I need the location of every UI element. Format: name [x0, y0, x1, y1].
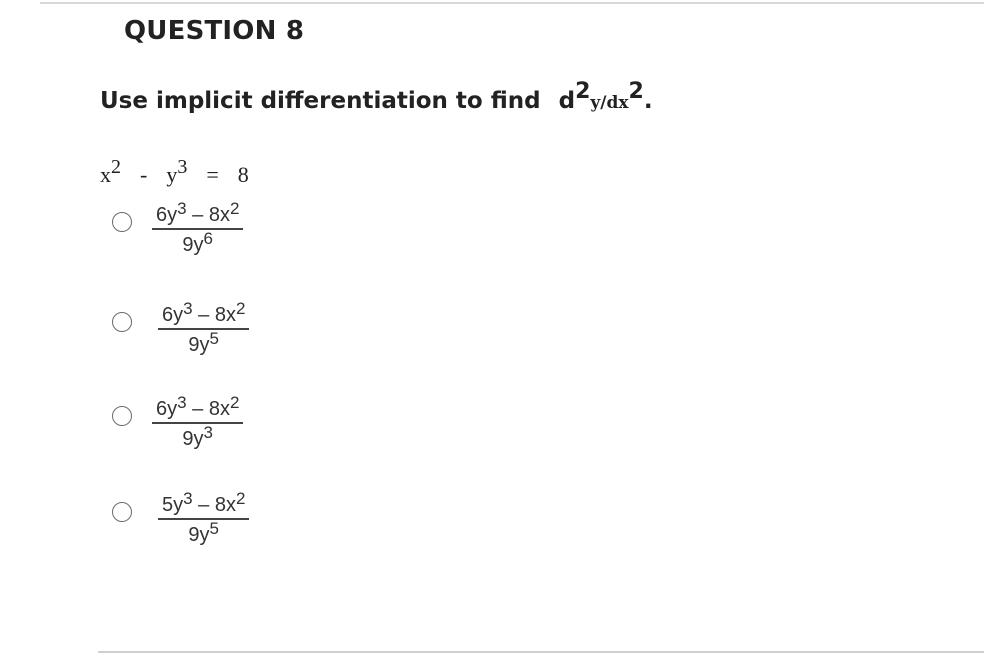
- eq-rhs: 8: [237, 162, 249, 187]
- question-prompt: [100, 79, 653, 114]
- bottom-divider: [98, 651, 984, 653]
- numerator-exponent-b: 2: [235, 299, 246, 318]
- denominator-term: 9y: [188, 524, 210, 546]
- numerator: [158, 489, 249, 520]
- derivative-d: d: [558, 88, 576, 114]
- denominator-exponent: 6: [203, 229, 213, 248]
- numerator-term-a: 6y: [162, 304, 184, 326]
- numerator-exponent-b: 2: [229, 393, 240, 412]
- derivative-period: .: [643, 88, 653, 114]
- numerator-exponent-b: 2: [229, 199, 240, 218]
- eq-y-exponent: 3: [177, 156, 188, 178]
- eq-equals: =: [206, 162, 219, 187]
- derivative-notation: [558, 79, 653, 114]
- numerator: [152, 393, 243, 424]
- fraction-option-4: [158, 489, 249, 547]
- fraction-option-3: [152, 393, 243, 451]
- eq-minus: -: [140, 162, 148, 187]
- numerator-term-a: 6y: [156, 204, 178, 226]
- numerator-term-a: 5y: [162, 494, 184, 516]
- prompt-text: Use implicit differentiation to find: [100, 88, 541, 114]
- denominator-term: 9y: [188, 334, 210, 356]
- numerator-exponent-a: 3: [177, 199, 187, 218]
- numerator-exponent-b: 2: [235, 489, 246, 508]
- radio-button-option-2[interactable]: [112, 312, 132, 332]
- numerator-exponent-a: 3: [177, 393, 187, 412]
- numerator-exponent-a: 3: [183, 299, 193, 318]
- fraction-option-1: [152, 199, 243, 257]
- denominator: [152, 424, 243, 451]
- radio-button-option-4[interactable]: [112, 502, 132, 522]
- denominator: [158, 330, 249, 357]
- derivative-ydx: y/dx: [590, 93, 629, 113]
- eq-x: x: [100, 162, 111, 187]
- denominator-exponent: 5: [209, 329, 219, 348]
- numerator-exponent-a: 3: [183, 489, 193, 508]
- derivative-order-1: 2: [575, 79, 591, 104]
- radio-button-option-1[interactable]: [112, 212, 132, 232]
- derivative-order-2: 2: [628, 79, 644, 104]
- denominator: [158, 520, 249, 547]
- numerator-term-b: – 8x: [192, 304, 236, 326]
- numerator-term-a: 6y: [156, 398, 178, 420]
- numerator-term-b: – 8x: [186, 204, 230, 226]
- numerator-term-b: – 8x: [186, 398, 230, 420]
- denominator-exponent: 5: [209, 519, 219, 538]
- denominator-term: 9y: [182, 234, 204, 256]
- numerator-term-b: – 8x: [192, 494, 236, 516]
- eq-x-exponent: 2: [111, 156, 121, 178]
- eq-y: y: [166, 162, 178, 187]
- radio-button-option-3[interactable]: [112, 406, 132, 426]
- denominator-term: 9y: [182, 428, 204, 450]
- question-title: QUESTION 8: [124, 16, 305, 46]
- denominator-exponent: 3: [203, 423, 213, 442]
- denominator: [152, 230, 243, 257]
- numerator: [158, 299, 249, 330]
- equation: [100, 156, 249, 188]
- numerator: [152, 199, 243, 230]
- top-divider: [40, 2, 984, 4]
- fraction-option-2: [158, 299, 249, 357]
